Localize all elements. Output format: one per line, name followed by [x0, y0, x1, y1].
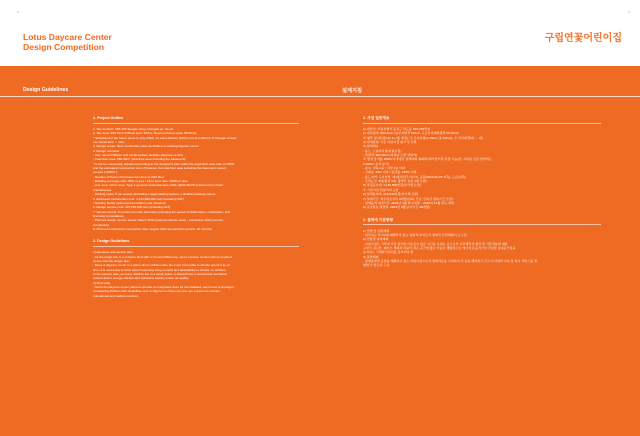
list-item: 3) Floor plan [93, 280, 111, 285]
list-item: * Existing facility (advanced demolition cost included) [93, 200, 166, 205]
section-title: Design Guidelines [23, 87, 69, 93]
page-number: 4 [17, 10, 19, 14]
list-item: 8) 공사완료 예정일: 2024년 8월(공사기간 20개월) [363, 205, 430, 210]
heading-rule [93, 123, 299, 124]
competition-title [23, 32, 112, 52]
list-item: 6) 설계용역비: 215,540천원(부가세 포함) [363, 192, 419, 197]
heading-rule [363, 224, 601, 225]
project-outline-list [93, 127, 299, 231]
list-item: exceed 1,000m².) [93, 170, 118, 175]
list-item: considering children with disabilities and configured so that everyone can experience various [93, 289, 220, 294]
list-item: licensing consultation) [93, 213, 124, 218]
list-item: - Planned design service period: March 2022 (planned service start) ~ December 2022 (service [93, 218, 224, 223]
list-item: 4. Design overview [93, 148, 120, 153]
list-item: - Use area: Urban area, Type 1 general residential area, Park (2023-09-05 (interference): Road [93, 183, 223, 188]
list-item: 1. Site location: 365-235 Sangdo-dong, Dongjak-gu, Seoul [93, 127, 173, 131]
list-item: system that is energy-efficient and maintains healthy indoor air quality. [93, 276, 190, 281]
list-item: 5. Estimated construction cost: 4,130,899,000 won (including VAT) [93, 196, 184, 201]
list-item: and the estimated construction cost. (However, the total floor area including the basement cannot [93, 166, 226, 171]
list-item: - Since a daycare center is a place where children who are most vulnerable to climate spend a lot of [93, 263, 230, 268]
list-item: use (heart land → site) [93, 140, 125, 145]
list-item: - 주차규모: 5대(법정 1대, 장애인 전용 1대 포함) [363, 179, 427, 184]
list-item: (interference) [93, 187, 112, 192]
heading-rule [363, 123, 601, 124]
list-item: 2) 친환경 설계계획 [363, 237, 389, 242]
title-line-2: Design Competition [23, 42, 105, 52]
list-item: - Parking scale: 5 car spaces (including 1 legal parking spaces, 1 disabled parking space) [93, 192, 216, 197]
list-item: * It can be reasonably adjusted according to the designer's plan within the legal floor area ratio of 150% [93, 161, 235, 166]
list-item: 7. Service period: 9 months from the start date (including the period of deliberation, certification, and [93, 209, 230, 214]
list-item: 유지하는 기계환기설비를 갖추어야 함 [363, 250, 414, 255]
list-item: - Number of floors: First basement floor to third floor [93, 174, 165, 179]
list-item: - 용도: 노유자시설(어린이집) [363, 148, 402, 153]
list-item: - 대상지는 약 7m의 레벨차가 있는 복합적 부지로서 창의적 단면계획이 요구됨 [363, 232, 467, 237]
list-item: 2) Eco-friendly design plan [93, 258, 130, 263]
list-item: to the passive plan, as many children live in a small space, it should have a mechanical ventilation [93, 271, 228, 276]
list-item: - 용도지역: 도시지역, 제1종일반주거지역, 공원(2023-09-05 저촉), 도로(저촉) [363, 174, 467, 179]
list-item: completion) [93, 222, 109, 227]
project-outline-heading: 1. Project Outline [93, 116, 124, 120]
list-item: - Building coverage ratio: 60% or less / Floor area ratio: 150% or less [93, 179, 188, 184]
divider-line [0, 96, 320, 97]
page-number: 5 [628, 10, 630, 14]
list-item: - Use: senior/children and social welfare facilities (daycare center) [93, 153, 184, 158]
project-outline-heading: 1. 사업 일반개요 [363, 116, 390, 120]
design-guidelines-heading: 2. Design Guidelines [93, 239, 130, 244]
list-item: 1,000m² 초과 불가) [363, 161, 390, 166]
list-item: 1) 대상지: 서울특별시 동작구 상도동 365-235번지 [363, 127, 431, 131]
content-column [363, 116, 601, 268]
design-guidelines-heading: 2. 설계에 기본방향 [363, 217, 394, 222]
list-item: - Since the daycare center plans to operate an integrated class for the disabled, each room is arranged [93, 285, 234, 289]
divider-line [320, 96, 640, 97]
orange-panel [0, 66, 320, 436]
list-item: - 장애통합반 운영을 계획하고 있는 어린이집으로서 장애아동을 고려하여 각 실을 배치하고 모두가 다양한 교육 및 복지 서비스를 경 [363, 258, 538, 263]
orange-panel [320, 66, 640, 436]
list-item: 2. Site area: 560.44m² (Official area: 543m², Road exclusion area: 56.52m²) [93, 131, 197, 136]
list-item: time, it is necessary to think about improving living comfort and adaptability to climate. In addition [93, 267, 226, 272]
list-item: ※ 향후 필지분할(’22 6~7월 예정): ① 토지분할(4,160m² 중 540m²), ② 지목변경(대 → 대) [363, 135, 483, 140]
list-item: 고민이 필요함. 패시브 계획과 더불어 좌은 공간에 많은 아동이 생활하므로 에너지 효율적이며 건강한 실내공기질을 [363, 245, 516, 250]
title-line-1: Lotus Daycare Center [23, 32, 112, 42]
list-item: * Scheduled in the future (June to July 2022): 11 Land division (540m² out of 4,160m²), D Change of land [93, 135, 237, 140]
list-item: 6. Design service cost: 215,540,000 won (including VAT) [93, 205, 171, 210]
section-title: 설계지침 [342, 88, 363, 94]
korean-title: 구립연꽃어린이집 [544, 33, 622, 44]
list-item: - 건폐율: 60% 이하 / 용적률: 150% 이하 [363, 170, 417, 175]
list-item: 4) 설계개요 [363, 144, 379, 149]
list-item: - 어린이집은 기후에 가장 취약한 아동들이 많은 시간을 보내는 곳으로서 거주쾌적성 향상 및 기후적응에 대한 [363, 241, 508, 246]
list-item: 험할 수 있도록 구성 [363, 263, 390, 268]
project-outline-list [363, 127, 601, 210]
list-item: 1) Elevation and section plan [93, 250, 133, 255]
list-item: - As the target site is a complex land with a 7m land difference, and a creative section plan is required. [93, 254, 233, 259]
list-item: - 연면적: 980.00m² (지하층 포함 연면적) [363, 153, 418, 158]
list-item: educational and welfare services. [93, 293, 139, 298]
content-column [93, 116, 299, 298]
list-item: - 설계용역 예정기간: 2022년 3월 착수예정 ~ 2022년 12월 완료 예정 [363, 200, 454, 205]
list-item: 3. Design scope: New construction after demolition of existing daycare center [93, 144, 199, 149]
list-item: 7) 설계기간: 착수일로부터 9개월(심의, 인증, 인허가 협의기간 포함) [363, 196, 453, 201]
design-guidelines-list [363, 229, 601, 268]
list-item: 1) 입면 및 단면계획 [363, 228, 390, 233]
right-page [320, 0, 640, 436]
list-item: - Total floor area: 980.00m² (total floor area including the basement) [93, 157, 186, 162]
list-item: 8. Planned construction completion date: August 2024 (construction period: 20 months) [93, 226, 213, 231]
list-item: - 층수: 지하 1층 / 지상 3층 이내 [363, 166, 406, 171]
list-item: ※ 기존시설 선철거비 포함 [363, 187, 399, 192]
list-item: 3) 설계범위: 기존 어린이집 철거 후 신축 [363, 140, 417, 145]
list-item: 3) 평면계획 [363, 254, 379, 259]
heading-rule [93, 246, 299, 247]
list-item: ※ 법정 용적률 150% 이내에서 설계자의 계획에 따라 합리적 조정 가능(단, 지하층 포함 연면적은 [363, 157, 492, 162]
list-item: 2) 대지면적: 560.44m² (공부상면적 543m², 도로부지제외면적 56.52m²) [363, 131, 459, 136]
design-guidelines-list [93, 250, 299, 298]
list-item: 5) 추정공사비: 4,130,899천원(부가세 포함) [363, 183, 421, 188]
